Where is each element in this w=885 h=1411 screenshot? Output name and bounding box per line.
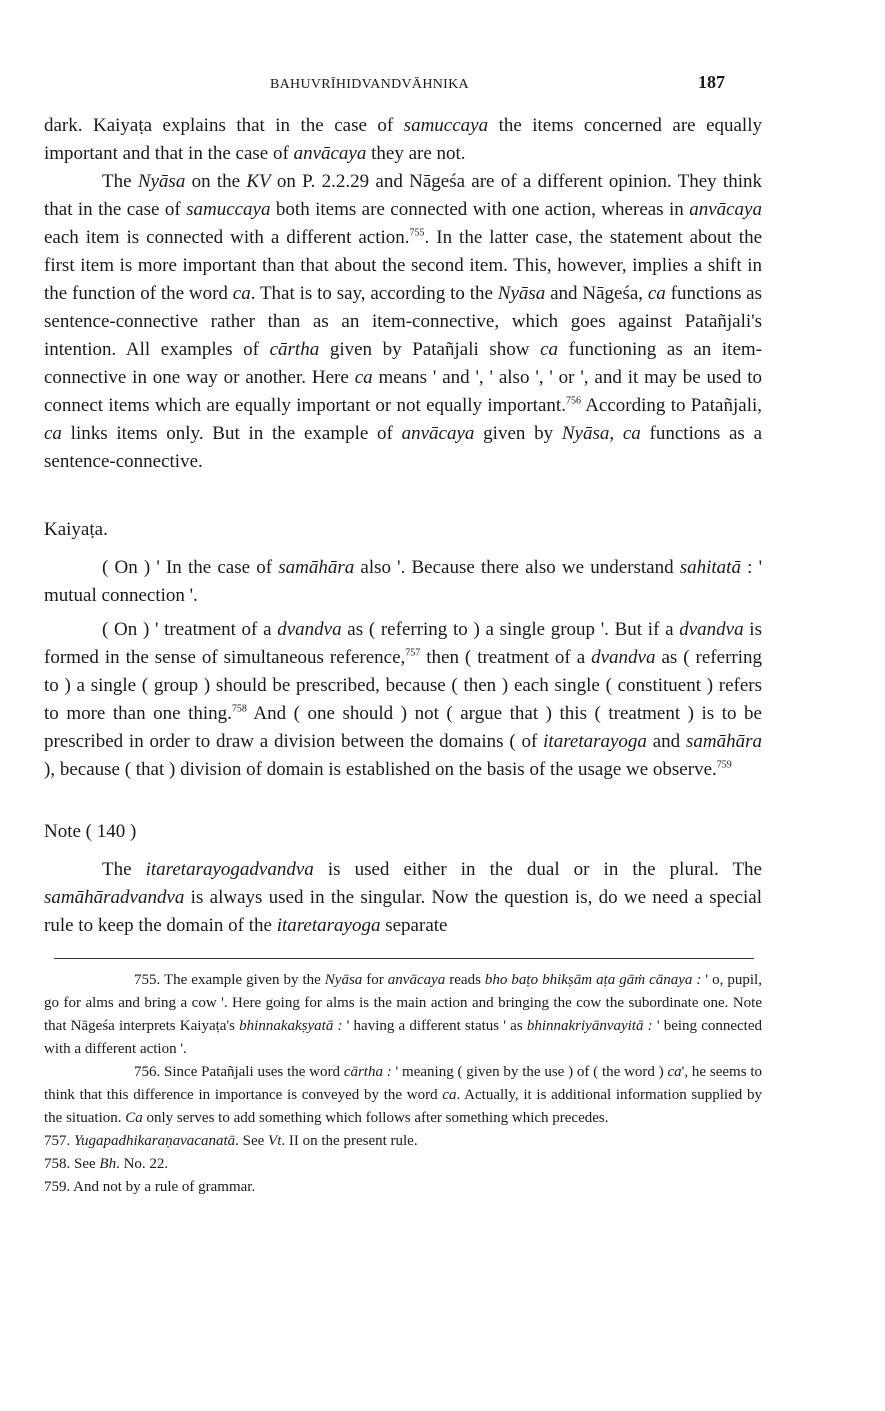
main-text bbox=[44, 112, 762, 1199]
footnote-755: 755. The example given by the Nyāsa for anvācaya reads bho baṭo bhikṣām aṭa gāṁ cānaya : ' o, pupil, go for alms and bring a cow '. Here going for alms is the main action and bringing the cow the subordinate one. Note that Nāgeśa interprets Kaiyaṭa's bhinnakakṣyatā : ' having a different status ' as bhinnakriyānvayitā : ' being connected with a different action '. bbox=[44, 972, 762, 1057]
footnote-759: 759. And not by a rule of grammar. bbox=[44, 1179, 256, 1195]
footnote-ref-755: 755 bbox=[409, 227, 425, 239]
footnote-ref-756: 756 bbox=[565, 395, 581, 407]
footnote-divider bbox=[54, 958, 754, 959]
page-header bbox=[270, 72, 725, 93]
footnote-756: 756. Since Patañjali uses the word cārtha : ' meaning ( given by the use ) of ( the word ) ca', he seems to think that this difference in importance is conveyed by the word ca. Actually, it is additional information supplied by the situation. Ca only serves to add something which follows after something which precedes. bbox=[44, 1064, 762, 1126]
paragraph-5: The itaretarayogadvandva is used either in the dual or in the plural. The samāhāradvandva is always used in the singular. Now the question is, do we need a special rule to keep the domain of the itaretarayoga separate bbox=[44, 859, 762, 936]
footnote-ref-759: 759 bbox=[716, 759, 732, 771]
footnote-ref-757: 757 bbox=[405, 647, 421, 659]
paragraph-1: dark. Kaiyaṭa explains that in the case of samuccaya the items concerned are equally important and that in the case of anvācaya they are not. bbox=[44, 115, 762, 164]
page-number: 187 bbox=[698, 72, 725, 92]
footnotes bbox=[44, 969, 762, 1199]
section-heading-note: Note ( 140 ) bbox=[44, 821, 137, 842]
footnote-758: 758. See Bh. No. 22. bbox=[44, 1156, 169, 1172]
paragraph-4: ( On ) ' treatment of a dvandva as ( referring to ) a single group '. But if a dvandva is formed in the sense of simultaneous reference,$^{757}$ then ( treatment of a dvandva as ( referring to ) a single ( group ) should be prescribed, because ( then ) each single ( constituent ) refers to more than one thing.$^{758}$ And ( one should ) not ( argue that ) this ( treatment ) is to be prescribed in order to draw a division between the domains ( of itaretarayoga and samāhāra ), because ( that ) division of domain is established on the basis of the usage we observe.$^{759}$ bbox=[44, 619, 762, 780]
running-head: BAHUVRĪHIDVANDVĀHNIKA bbox=[270, 77, 469, 92]
footnote-ref-758: 758 bbox=[231, 703, 247, 715]
section-heading-kaiyata: Kaiyaṭa. bbox=[44, 519, 108, 540]
paragraph-2: The Nyāsa on the KV on P. 2.2.29 and Nāgeśa are of a different opinion. They think that in the case of samuccaya both items are connected with one action, whereas in anvācaya each item is connected with a different action.$^{755}$. In the latter case, the statement about the first item is more important than that about the second item. This, however, implies a shift in the function of the word ca. That is to say, according to the Nyāsa and Nāgeśa, ca functions as sentence-connective rather than as an item-connective, which goes against Patañjali's intention. All examples of cārtha given by Patañjali show ca functioning as an item-connective in one way or another. Here ca means ' and ', ' also ', ' or ', and it may be used to connect items which are equally important or not equally important.$^{756}$ According to Patañjali, ca links items only. But in the example of anvācaya given by Nyāsa, ca functions as a sentence-connective. bbox=[44, 171, 763, 472]
footnote-757: 757. Yugapadhikaraṇavacanatā. See Vt. II on the present rule. bbox=[44, 1133, 418, 1149]
paragraph-3: ( On ) ' In the case of samāhāra also '. Because there also we understand sahitatā : ' mutual connection '. bbox=[44, 557, 763, 606]
